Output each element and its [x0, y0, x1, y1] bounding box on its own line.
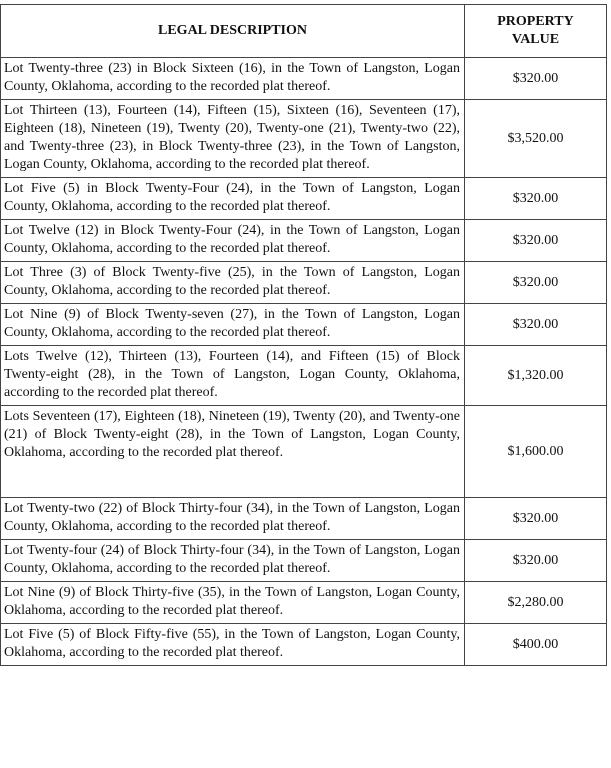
table-row [1, 624, 607, 666]
table-row [1, 58, 607, 100]
property-value-header-line1: PROPERTY [497, 14, 574, 29]
property-value-header [465, 5, 607, 58]
legal-description-header: LEGAL DESCRIPTION [1, 5, 465, 58]
property-value-cell: $320.00 [465, 540, 607, 582]
legal-description-cell: Lot Twenty-three (23) in Block Sixteen (16), in the Town of Langston, Logan County, Oklahoma, according to the recorded plat thereof. [1, 58, 465, 100]
table-row [1, 262, 607, 304]
table-row [1, 220, 607, 262]
legal-description-cell: Lot Five (5) of Block Fifty-five (55), in the Town of Langston, Logan County, Oklahoma, according to the recorded plat thereof. [1, 624, 465, 666]
property-value-cell: $320.00 [465, 304, 607, 346]
legal-description-cell: Lot Five (5) in Block Twenty-Four (24), in the Town of Langston, Logan County, Oklahoma, according to the recorded plat thereof. [1, 178, 465, 220]
table-row [1, 498, 607, 540]
legal-description-cell: Lots Seventeen (17), Eighteen (18), Nineteen (19), Twenty (20), and Twenty-one (21) of Block Twenty-eight (28), in the Town of Langston, Logan County, Oklahoma, according to the recorded plat thereof. [1, 406, 465, 498]
legal-description-cell: Lot Nine (9) of Block Twenty-seven (27), in the Town of Langston, Logan County, Oklahoma, according to the recorded plat thereof. [1, 304, 465, 346]
table-row [1, 346, 607, 406]
table-row [1, 304, 607, 346]
legal-description-cell: Lot Twenty-four (24) of Block Thirty-four (34), in the Town of Langston, Logan County, Oklahoma, according to the recorded plat thereof. [1, 540, 465, 582]
property-value-cell: $2,280.00 [465, 582, 607, 624]
property-value-header-line2: VALUE [511, 32, 560, 47]
table-row [1, 100, 607, 178]
property-value-cell: $320.00 [465, 178, 607, 220]
table-row [1, 178, 607, 220]
legal-description-cell: Lot Twenty-two (22) of Block Thirty-four (34), in the Town of Langston, Logan County, Oklahoma, according to the recorded plat thereof. [1, 498, 465, 540]
property-value-cell: $1,600.00 [465, 406, 607, 498]
property-value-cell: $400.00 [465, 624, 607, 666]
property-value-cell: $3,520.00 [465, 100, 607, 178]
table-row [1, 582, 607, 624]
header-row [1, 5, 607, 58]
table-row [1, 540, 607, 582]
property-value-cell: $320.00 [465, 58, 607, 100]
table-row [1, 406, 607, 498]
legal-description-cell: Lots Twelve (12), Thirteen (13), Fourteen (14), and Fifteen (15) of Block Twenty-eight (28), in the Town of Langston, Logan County, Oklahoma, according to the recorded plat thereof. [1, 346, 465, 406]
property-value-cell: $320.00 [465, 262, 607, 304]
property-table [0, 4, 607, 666]
legal-description-cell: Lot Thirteen (13), Fourteen (14), Fifteen (15), Sixteen (16), Seventeen (17), Eighteen (18), Nineteen (19), Twenty (20), Twenty-one (21), Twenty-two (22), and Twenty-three (23), in Block Twenty-three (23), in the Town of Langston, Logan County, Oklahoma, according to the recorded plat thereof. [1, 100, 465, 178]
property-value-cell: $320.00 [465, 498, 607, 540]
legal-description-cell: Lot Nine (9) of Block Thirty-five (35), in the Town of Langston, Logan County, Oklahoma, according to the recorded plat thereof. [1, 582, 465, 624]
property-value-cell: $1,320.00 [465, 346, 607, 406]
property-value-cell: $320.00 [465, 220, 607, 262]
legal-description-cell: Lot Three (3) of Block Twenty-five (25), in the Town of Langston, Logan County, Oklahoma, according to the recorded plat thereof. [1, 262, 465, 304]
legal-description-cell: Lot Twelve (12) in Block Twenty-Four (24), in the Town of Langston, Logan County, Oklahoma, according to the recorded plat thereof. [1, 220, 465, 262]
